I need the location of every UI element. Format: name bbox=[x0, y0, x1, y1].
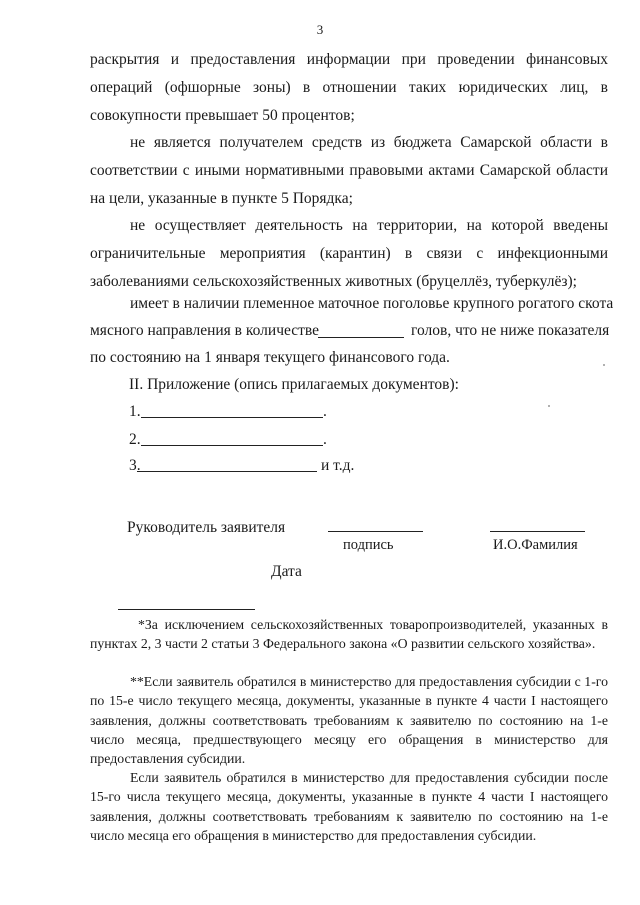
paragraph-budget-funds bbox=[90, 129, 608, 212]
scan-speck bbox=[603, 364, 605, 366]
footnote-3 bbox=[90, 768, 608, 845]
date-label: Дата bbox=[271, 563, 302, 580]
footnote-separator bbox=[118, 609, 255, 610]
attachment-item-3-blank bbox=[137, 471, 317, 472]
footnote-2 bbox=[90, 672, 608, 768]
paragraph-offshore: раскрытия и предоставления информации при проведении финансовых операций (офшорные зоны) в отношении таких юридических лиц, в совокупности превышает 50 процентов; bbox=[90, 51, 608, 124]
attachment-item-3-suffix: и т.д. bbox=[321, 457, 355, 474]
paragraph-quarantine bbox=[90, 212, 608, 295]
attachment-item-2-blank bbox=[141, 445, 323, 446]
livestock-count-blank bbox=[318, 337, 404, 338]
paragraph-livestock-line2-start: мясного направления в количестве bbox=[90, 322, 320, 339]
paragraph-quarantine-text: не осуществляет деятельность на территории, на которой введены ограничительные мероприятия (карантин) в связи с инфекционными заболеваниями сельскохозяйственных животных (бруцеллёз, туберкулёз); bbox=[90, 217, 608, 290]
footnote-2-text: **Если заявитель обратился в министерство для предоставления субсидии с 1-го по 15-е число текущего месяца, документы, указанные в пункте 4 части I настоящего заявления, должны соответствовать требованиям к заявителю по состоянию на 1-е число месяца, предшествующего месяцу его обращения в министерство для предоставления субсидии. bbox=[90, 674, 608, 767]
attachment-item-1-suffix: . bbox=[323, 403, 327, 420]
name-caption: И.О.Фамилия bbox=[493, 537, 578, 553]
head-of-applicant-label: Руководитель заявителя bbox=[127, 519, 286, 536]
attachment-item-1-number: 1. bbox=[129, 403, 141, 420]
attachment-item-3-number: 3. bbox=[129, 457, 141, 474]
footnote-1-text: *За исключением сельскохозяйственных товаропроизводителей, указанных в пунктах 2, 3 части 2 статьи 3 Федерального закона «О развитии сельского хозяйства». bbox=[90, 617, 608, 652]
signature-blank bbox=[328, 531, 423, 532]
paragraph-livestock-line2-end: голов, что не ниже показателя bbox=[411, 322, 610, 339]
page-number: 3 bbox=[316, 22, 324, 37]
footnote-1 bbox=[90, 615, 608, 654]
signature-caption: подпись bbox=[343, 537, 394, 553]
paragraph-budget-funds-text: не является получателем средств из бюджета Самарской области в соответствии с иными нормативными правовыми актами Самарской области на цели, указанные в пункте 5 Порядка; bbox=[90, 134, 608, 207]
paragraph-livestock-line3: по состоянию на 1 января текущего финансового года. bbox=[90, 349, 450, 366]
attachment-item-1-blank bbox=[141, 417, 323, 418]
footnote-3-text: Если заявитель обратился в министерство для предоставления субсидии после 15-го числа текущего месяца, документы, указанные в пункте 4 части I настоящего заявления, должны соответствовать требованиям к заявителю по состоянию на 1-е число месяца его обращения в министерство для предоставления субсидии. bbox=[90, 770, 608, 843]
name-blank bbox=[490, 531, 585, 532]
attachment-item-2-suffix: . bbox=[323, 431, 327, 448]
scan-speck bbox=[548, 405, 550, 407]
attachments-heading: II. Приложение (опись прилагаемых документов): bbox=[129, 376, 459, 393]
paragraph-livestock-line1: имеет в наличии племенное маточное поголовье крупного рогатого скота bbox=[130, 295, 614, 312]
attachment-item-2-number: 2. bbox=[129, 431, 141, 448]
